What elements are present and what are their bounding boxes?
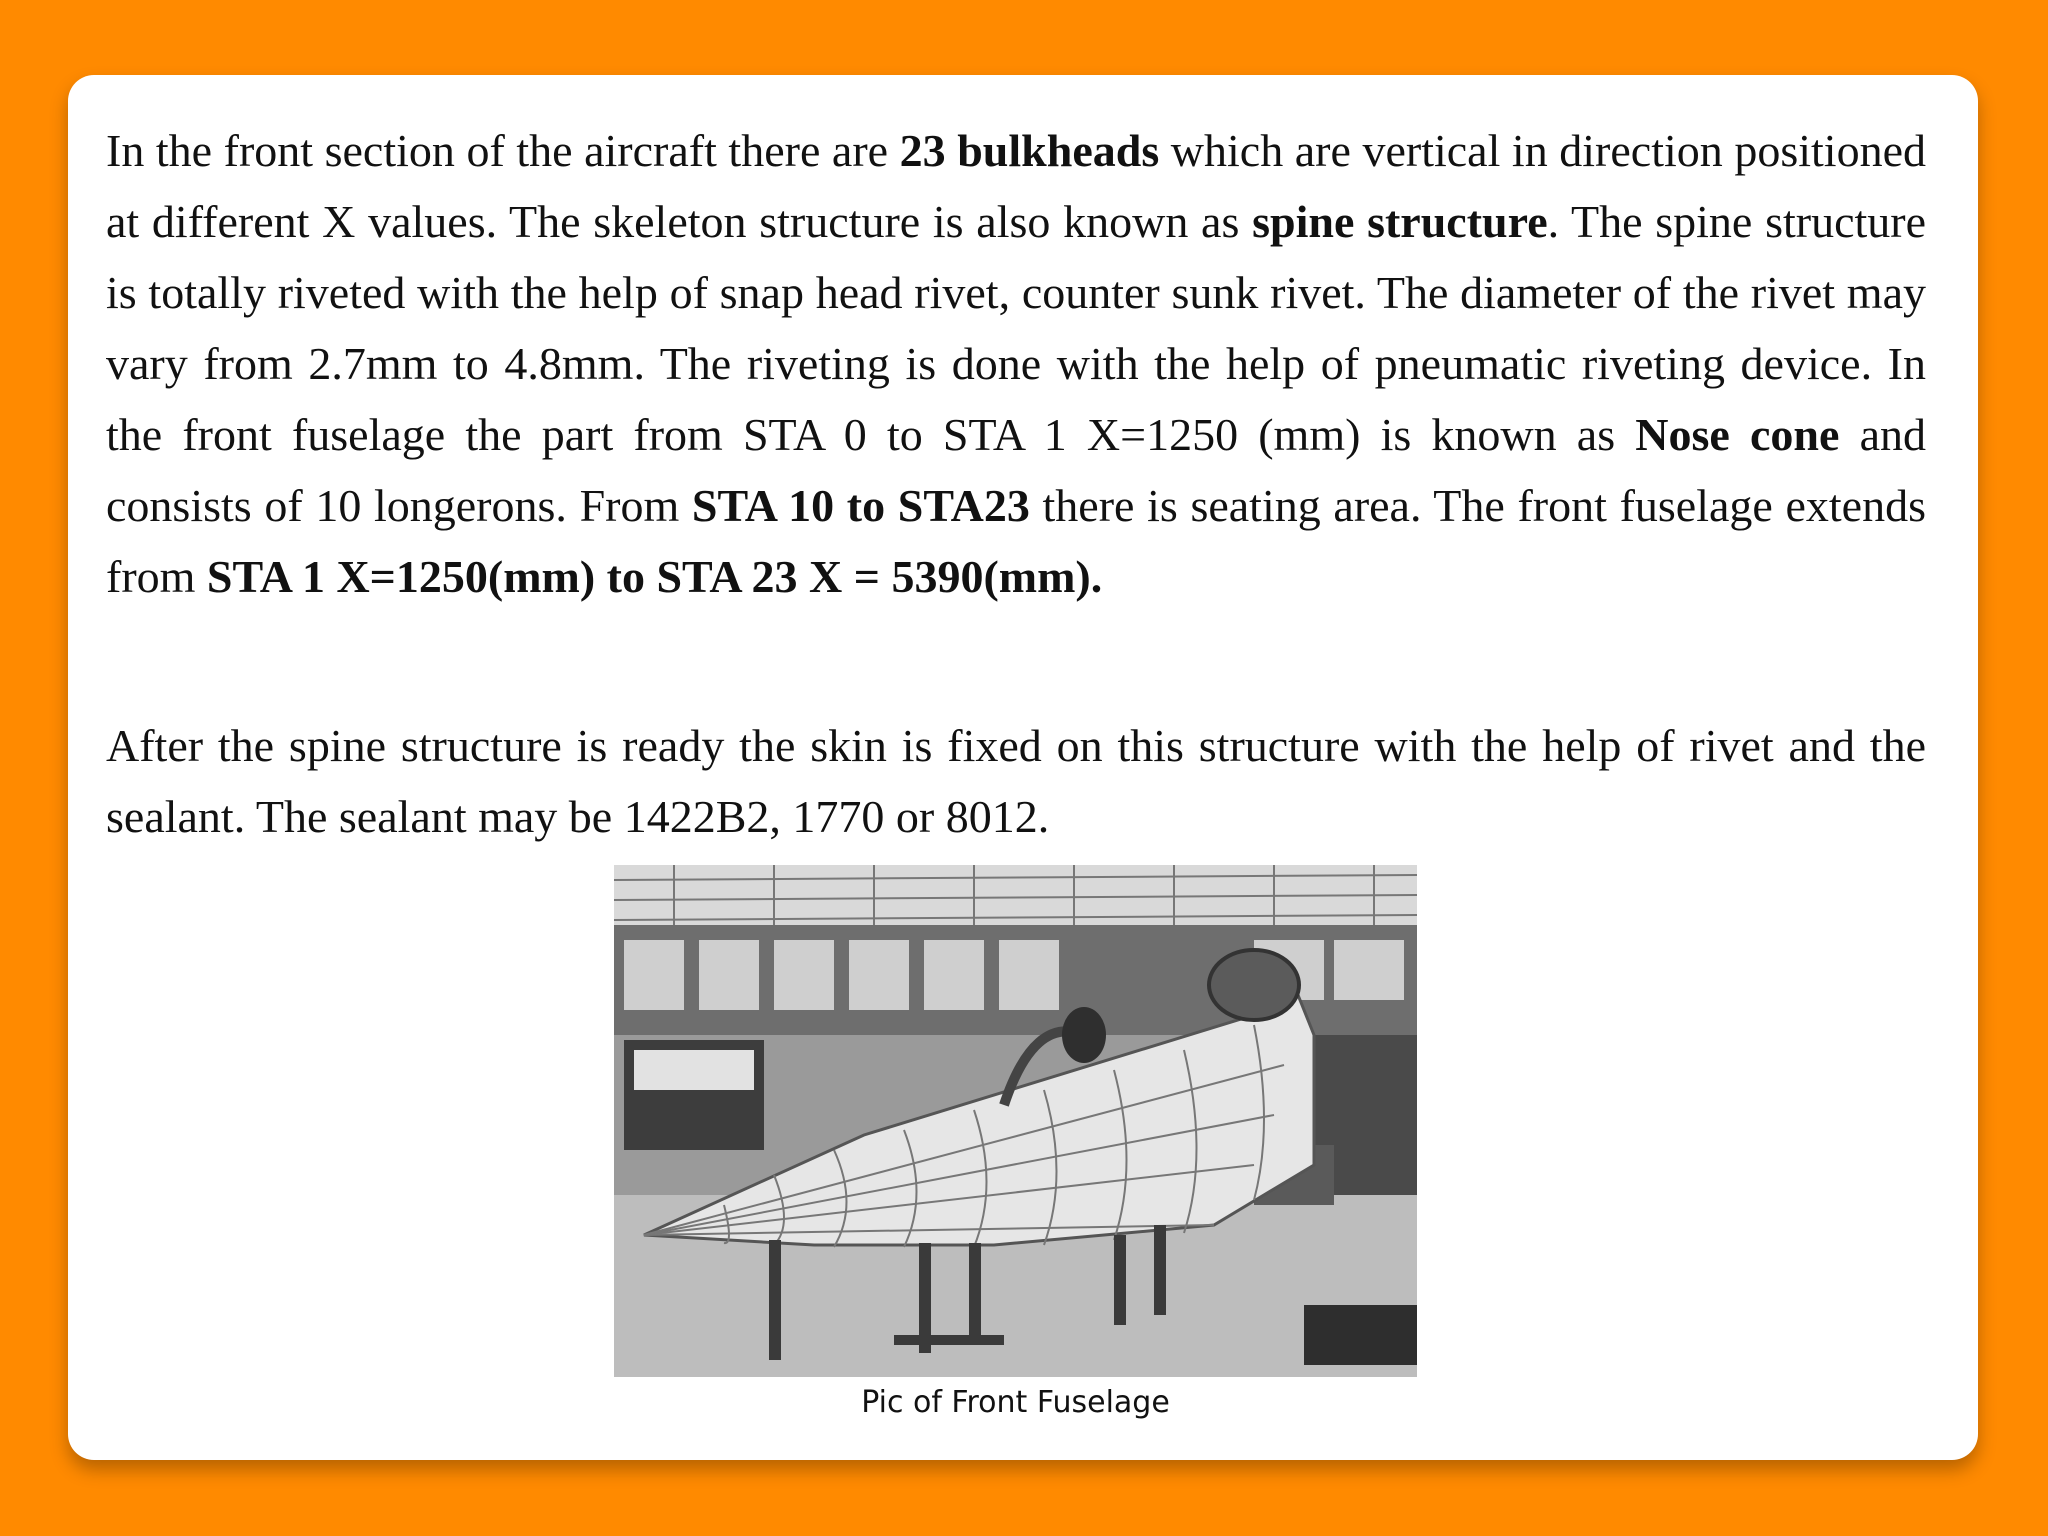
text-run: there is seating area. The front fuselage extends from	[106, 480, 1926, 602]
text-run: In the front section of the aircraft there are	[106, 125, 900, 176]
front-fuselage-illustration	[614, 865, 1417, 1377]
paragraph-skin-sealant: After the spine structure is ready the skin is fixed on this structure with the help of rivet and the sealant. The sealant may be 1422B2, 1770 or 8012.	[106, 720, 1926, 842]
text-run: and consists of 10 longerons. From	[106, 409, 1926, 531]
bold-bulkheads: 23 bulkheads	[899, 125, 1160, 176]
bold-nose-cone: Nose cone	[1635, 409, 1840, 460]
figure-caption: Pic of Front Fuselage	[861, 1385, 1170, 1420]
front-fuselage-photo	[614, 865, 1417, 1377]
bold-front-fuselage-extent: STA 1 X=1250(mm) to STA 23 X = 5390(mm).	[206, 551, 1103, 602]
text-run: . The spine structure is totally riveted with the help of snap head rivet, counter sunk rivet. The diameter of the rivet may vary from 2.7mm to 4.8mm. The riveting is done with the help of pneumatic riveting device. In the front fuselage the part from STA 0 to STA 1 X=1250 (mm) is known as	[106, 196, 1926, 460]
text-run: which are vertical in direction positioned at different X values. The skeleton structure is also known as	[106, 125, 1926, 247]
paragraph-front-section	[106, 115, 1926, 612]
content-card	[68, 75, 1978, 1460]
bold-sta-range: STA 10 to STA23	[691, 480, 1030, 531]
bold-spine-structure: spine structure	[1252, 196, 1548, 247]
